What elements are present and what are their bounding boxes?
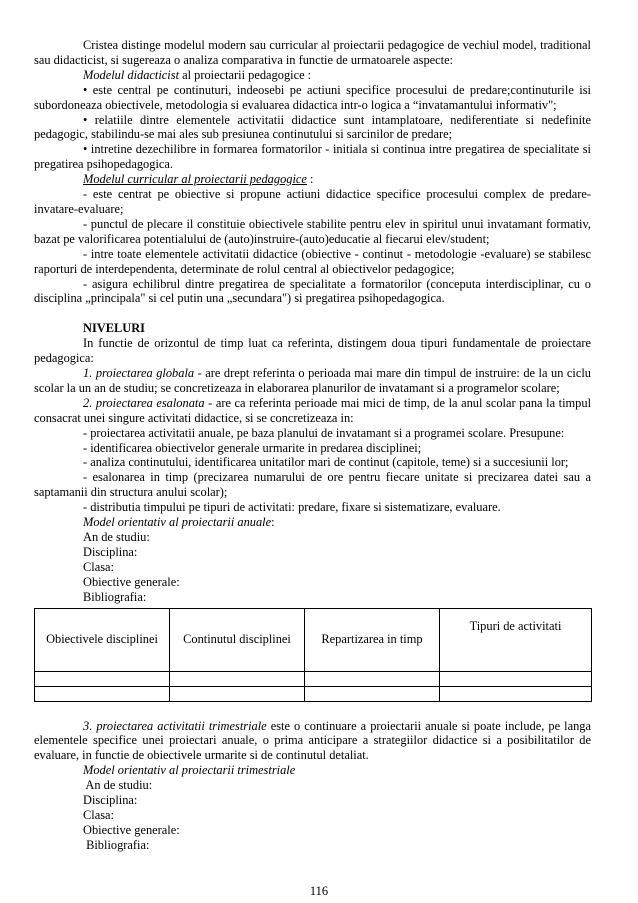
table-cell xyxy=(305,671,440,686)
table-row xyxy=(35,686,592,701)
staged-design-paragraph xyxy=(34,396,591,426)
annual-model-title: Model orientativ al proiectarii anuale xyxy=(83,515,272,530)
curricular-point-1: - este centrat pe obiective si propune actiuni didactice specifice procesului complex de predare-invatare-evaluare; xyxy=(34,187,591,216)
trimestrial-title: 3. proiectarea activitatii trimestriale xyxy=(83,718,267,733)
niveluri-intro: In functie de orizontul de timp luat ca referinta, distingem doua tipuri fundamentale de proiectare pedagogica: xyxy=(34,336,591,366)
curricular-title: Modelul curricular al proiectarii pedagogice xyxy=(83,172,307,187)
trimestrial-field-year: An de studiu: xyxy=(83,778,153,793)
trimestrial-field-discipline: Disciplina: xyxy=(83,793,138,808)
curricular-heading xyxy=(34,172,591,187)
annual-field-year: An de studiu: xyxy=(83,530,150,544)
niveluri-heading: NIVELURI xyxy=(83,321,145,336)
trimestrial-field-bibliography: Bibliografia: xyxy=(83,837,150,852)
page-number: 116 xyxy=(309,884,329,898)
table-header-content: Continutul disciplinei xyxy=(170,608,305,671)
didacticist-point-1: • este central pe continuturi, indeosebi pe actiuni specifice procesului de predare;continuturile isi subordoneaza obiectivele, metodologia si evaluarea didactica intr-o logica a “invatamantului informativ"; xyxy=(34,82,591,112)
table-cell xyxy=(35,671,170,686)
intro-paragraph: Cristea distinge modelul modern sau curricular al proiectarii pedagogice de vechiul model, traditional sau didacticist, si sugereaza o analiza comparativa in functie de urmatoarele aspecte: xyxy=(34,38,591,67)
table-cell xyxy=(35,686,170,701)
staged-item-2: - identificarea obiectivelor generale urmarite in predarea disciplinei; xyxy=(83,440,422,455)
global-design-title: 1. proiectarea globala xyxy=(83,366,195,381)
table-cell xyxy=(305,686,440,701)
annual-model-title-suffix: : xyxy=(271,515,275,530)
global-design-paragraph xyxy=(34,366,591,396)
table-row xyxy=(35,671,592,686)
curricular-point-2: - punctul de plecare il constituie obiectivele stabilite pentru elev in spiritul unui invatamant formativ, bazat pe valorificarea potentialului de (auto)instruire-(auto)educatie al fiecarui elev/student; xyxy=(34,216,591,246)
curricular-point-3: - intre toate elementele activitatii didactice (obiective - continut - metodologie -evaluare) se stabilesc raporturi de interdependenta, determinate de rolul central al obiectivelor pedagogice; xyxy=(34,246,591,276)
trimestrial-model-heading xyxy=(34,763,591,778)
annual-field-bibliography: Bibliografia: xyxy=(83,589,147,604)
table-cell xyxy=(440,686,592,701)
spacer xyxy=(34,702,591,719)
didacticist-heading xyxy=(34,68,591,83)
trimestrial-field-objectives: Obiective generale: xyxy=(83,822,180,837)
trimestrial-field-class: Clasa: xyxy=(83,807,114,822)
staged-item-5: - distributia timpului pe tipuri de activitati: predare, fixare si sistematizare, evaluare. xyxy=(83,500,501,515)
staged-design-text: - are ca referinta perioade mai mici de timp, de la anul scolar pana la timpul consacrat unei singure activitati didactice, si se concretizeaza in: xyxy=(34,395,592,425)
staged-item-1: - proiectarea activitatii anuale, pe baza planului de invatamant si a programei scolare. Presupune: xyxy=(83,425,565,440)
staged-item-3: - analiza continutului, identificarea unitatilor mari de continut (capitole, teme) si a succesiunii lor; xyxy=(83,455,569,470)
staged-item-4: - esalonarea in timp (precizarea numarului de ore pentru fiecare unitate si precizarea datei sau a saptamanii din structura anului scolar); xyxy=(34,470,591,500)
annual-field-class: Clasa: xyxy=(83,559,114,574)
annual-field-discipline: Disciplina: xyxy=(83,544,138,559)
table-header-row xyxy=(35,608,592,671)
annual-field-objectives: Obiective generale: xyxy=(83,574,180,589)
trimestrial-paragraph xyxy=(34,719,591,764)
didacticist-point-2: • relatiile dintre elementele activitatii didactice sunt intamplatoare, nediferentiate si nedefinite pedagogic, stabilindu-se mai ales sub presiunea continutului si sarcinilor de predare; xyxy=(34,112,591,142)
trimestrial-text: este o continuare a proiectarii anuale si poate include, pe langa elementele specifice unei proiectari anuale, o prima anticipare a strategiilor didactice si a posibilitatilor de evaluare, in functie de obiectivele urmarite si de continutul detaliat. xyxy=(34,718,591,763)
curricular-point-4: - asigura echilibrul dintre pregatirea de specialitate a formatorilor (conceputa interdisciplinar, cu o disciplina „principala" si cel putin una „secundara") si pregatirea psihopedagogica. xyxy=(34,276,591,306)
table-cell xyxy=(440,671,592,686)
trimestrial-model-title: Model orientativ al proiectarii trimestriale xyxy=(83,763,296,778)
table-header-objectives: Obiectivele disciplinei xyxy=(35,608,170,671)
spacer xyxy=(34,306,591,321)
table-cell xyxy=(170,686,305,701)
didacticist-title: Modelul didacticist xyxy=(83,67,180,82)
table-header-activities: Tipuri de activitati xyxy=(440,608,592,671)
global-design-text: - are drept referinta o perioada mai mare din timpul de instruire: de la un ciclu scolar la un an de studiu; se concretizeaza in elaborarea planurilor de invatamant si a programelor scolare; xyxy=(34,366,591,395)
annual-model-heading xyxy=(34,515,591,530)
staged-design-title: 2. proiectarea esalonata xyxy=(83,395,205,410)
document-page xyxy=(34,38,591,853)
didacticist-point-3: • intretine dezechilibre in formarea formatorilor - initiala si continua intre pregatirea de specialitate si pregatirea psihopedagogica. xyxy=(34,142,591,172)
table-header-time: Repartizarea in timp xyxy=(305,608,440,671)
curricular-title-rest: : xyxy=(306,172,314,187)
table-cell xyxy=(170,671,305,686)
annual-planning-table xyxy=(34,608,592,702)
didacticist-title-rest: al proiectarii pedagogice : xyxy=(179,67,312,82)
